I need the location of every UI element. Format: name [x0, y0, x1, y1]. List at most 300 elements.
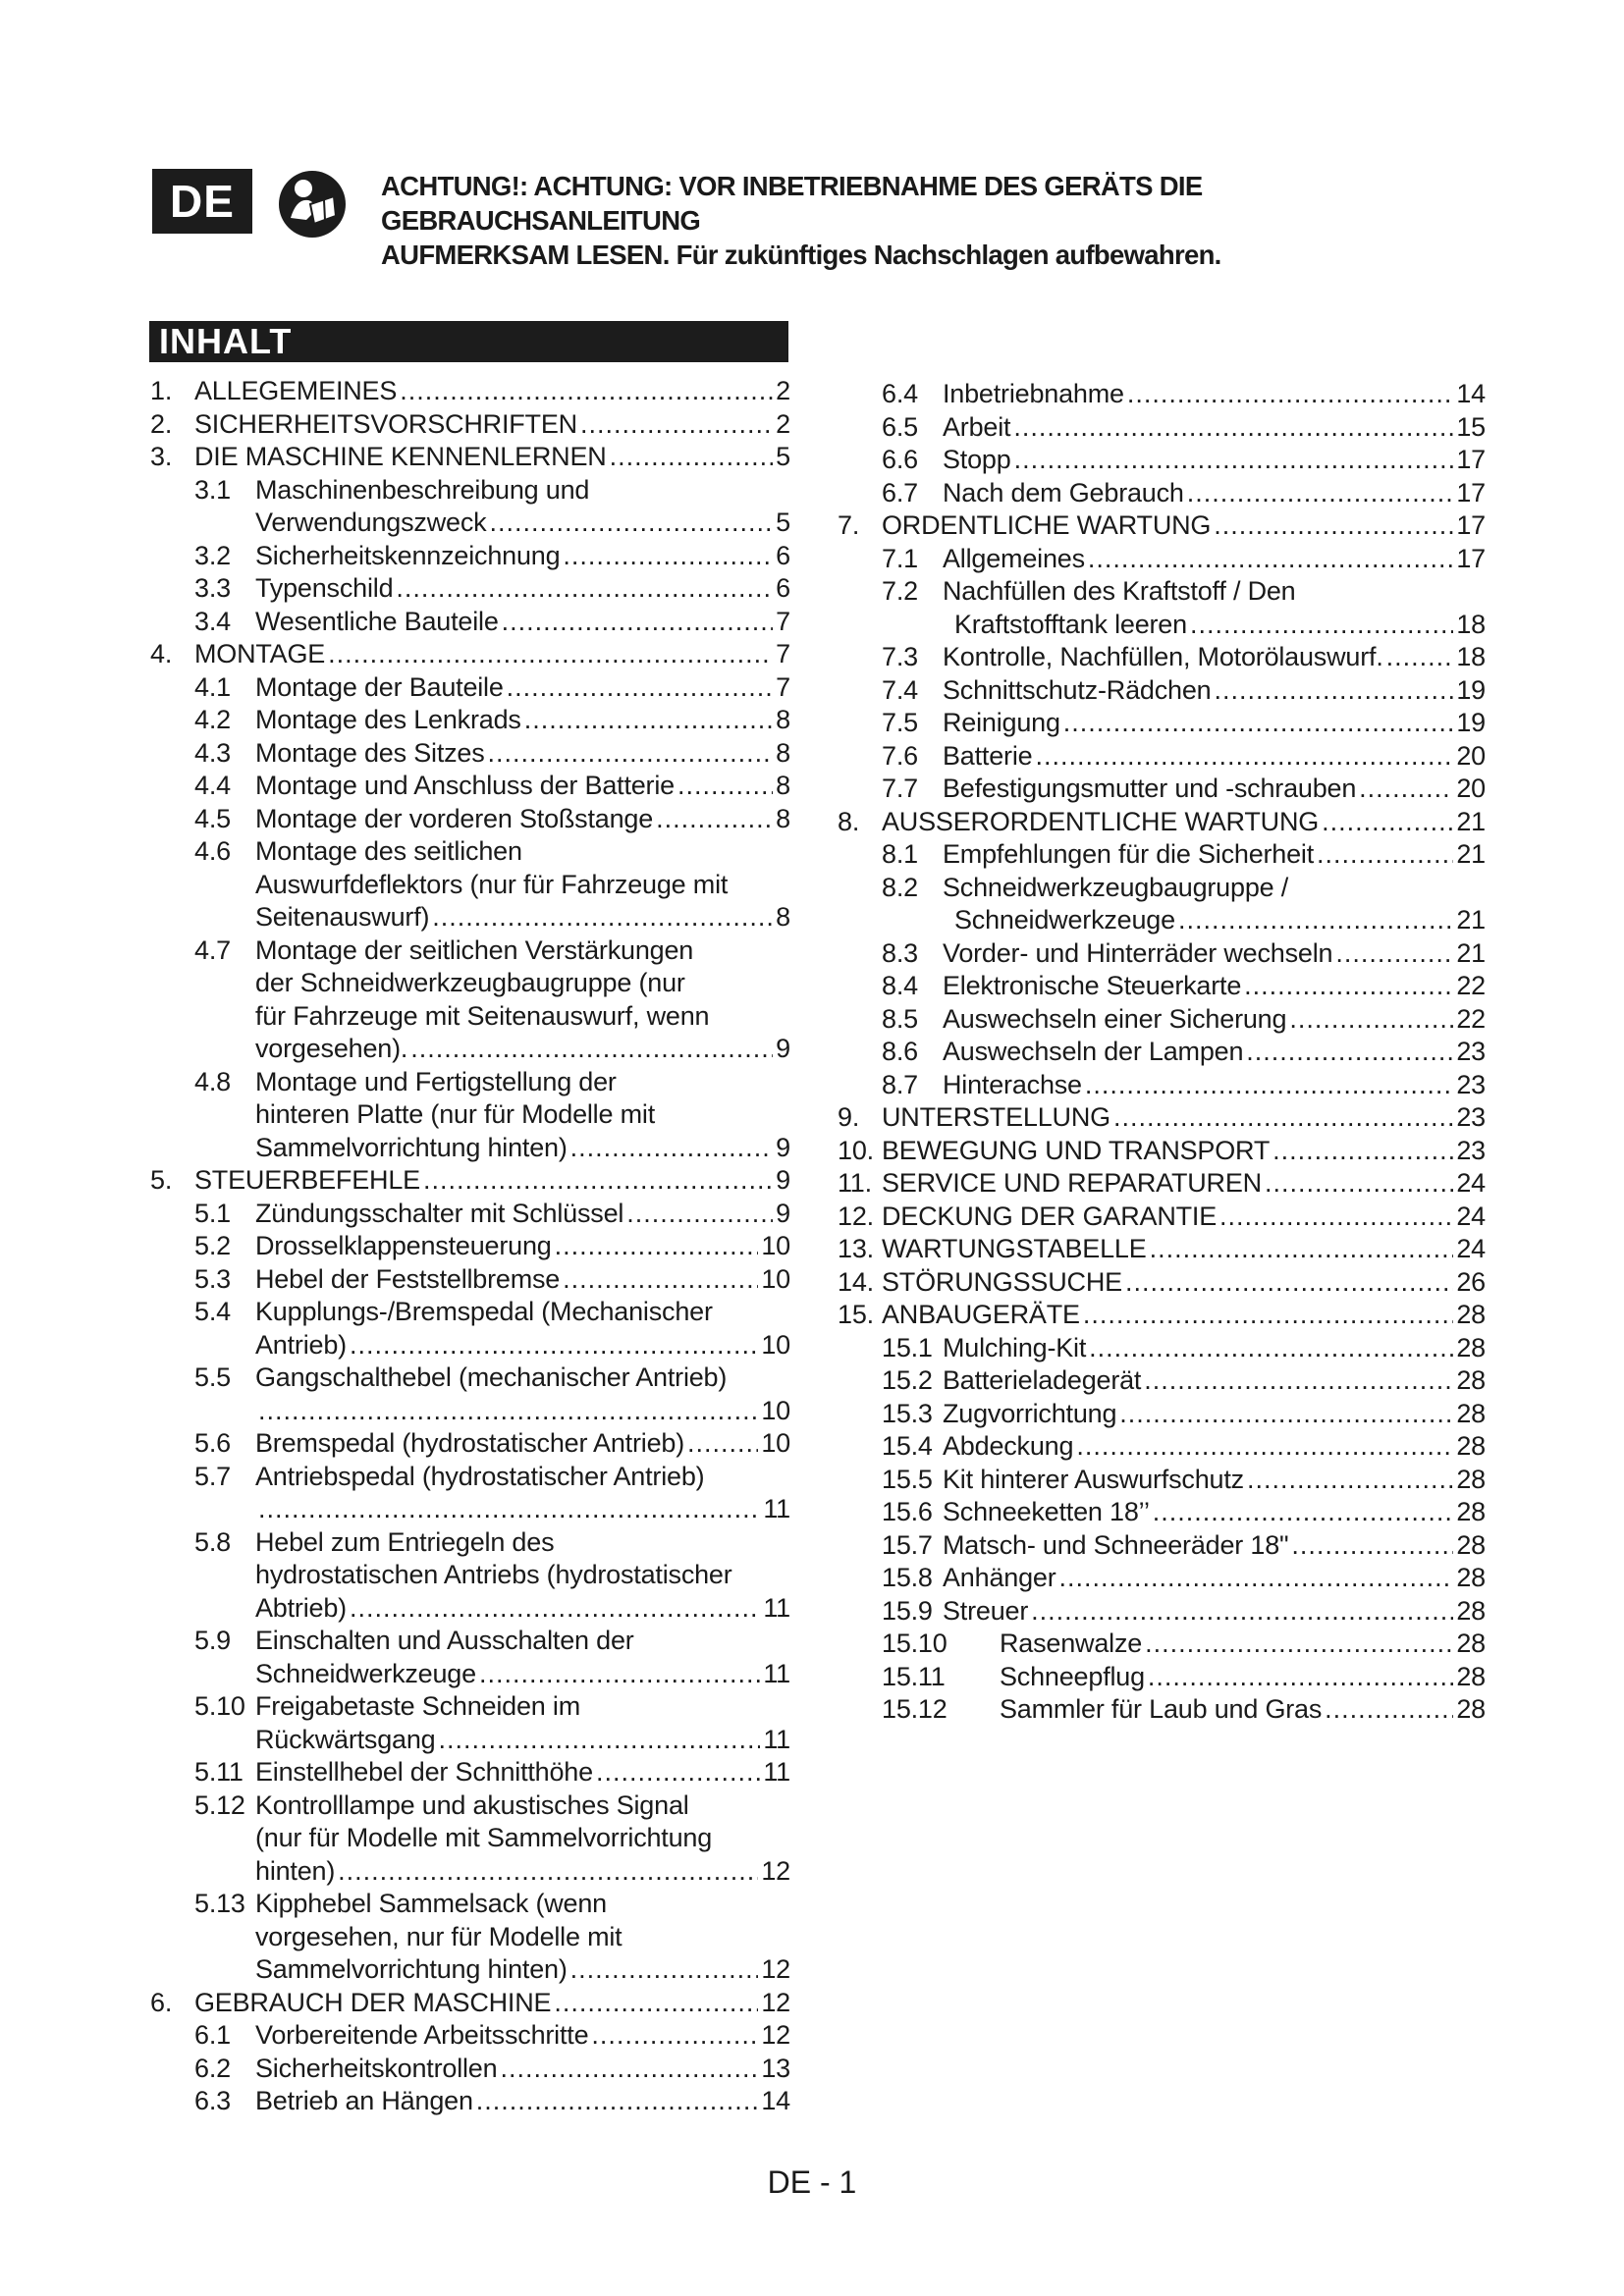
toc-entry-title: Schneidwerkzeugbaugruppe / — [943, 872, 1289, 902]
toc-entry-page: 20 — [1456, 740, 1486, 771]
toc-entry-number: 4.2 — [194, 705, 231, 734]
toc-entry — [838, 872, 1486, 905]
toc-dot-leader — [1214, 674, 1453, 708]
toc-dot-leader — [1244, 970, 1453, 1003]
toc-dot-leader — [1190, 609, 1453, 642]
toc-entry-page: 24 — [1456, 1168, 1486, 1198]
toc-entry-page: 12 — [761, 1954, 790, 1984]
toc-dot-leader — [1265, 1167, 1453, 1201]
toc-entry-title: Hebel zum Entriegeln des — [255, 1526, 555, 1557]
toc-entry-page: 21 — [1456, 905, 1486, 934]
toc-entry — [150, 1526, 790, 1560]
toc-entry — [150, 2019, 790, 2053]
toc-entry — [838, 1496, 1486, 1529]
toc-entry — [838, 1595, 1486, 1629]
toc-entry — [150, 606, 790, 639]
toc-dot-leader — [1013, 411, 1453, 445]
toc-entry-title: Einschalten und Ausschalten der — [255, 1626, 634, 1655]
toc-entry-page: 10 — [761, 1263, 790, 1294]
toc-dot-leader — [489, 507, 773, 540]
toc-entry-title: Verwendungszweck — [255, 507, 487, 537]
toc-entry — [150, 1756, 790, 1789]
toc-entry-page: 10 — [761, 1395, 790, 1425]
toc-entry-page: 6 — [776, 540, 790, 570]
toc-entry-title: Typenschild — [255, 573, 394, 603]
toc-entry-title: Streuer — [943, 1595, 1029, 1626]
toc-entry — [150, 1066, 790, 1099]
toc-entry-number: 15.10 — [882, 1629, 947, 1658]
toc-entry-number: 15. — [838, 1300, 874, 1329]
toc-entry-number: 5.3 — [194, 1263, 231, 1294]
toc-entry-page: 13 — [761, 2053, 790, 2083]
toc-entry — [838, 674, 1486, 708]
toc-entry-page: 22 — [1456, 971, 1486, 1000]
toc-entry-title: Auswurfdeflektors (nur für Fahrzeuge mit — [255, 869, 729, 899]
toc-dot-leader — [1153, 1496, 1454, 1529]
toc-entry — [838, 1562, 1486, 1595]
toc-dot-leader — [580, 408, 773, 442]
toc-entry-number: 7. — [838, 510, 860, 540]
toc-dot-leader — [258, 1493, 760, 1526]
toc-entry-page: 28 — [1456, 1300, 1486, 1329]
toc-entry-title: Wesentliche Bauteile — [255, 606, 499, 636]
toc-entry-page: 28 — [1456, 1464, 1486, 1494]
toc-entry-title: Sicherheitskontrollen — [255, 2053, 498, 2083]
toc-entry-number: 15.12 — [882, 1694, 947, 1724]
toc-entry-title: Elektronische Steuerkarte — [943, 971, 1242, 1000]
toc-dot-leader — [1083, 1299, 1454, 1332]
toc-entry-title: Montage des Sitzes — [255, 737, 485, 768]
toc-entry — [838, 1036, 1486, 1069]
toc-dot-leader — [1014, 444, 1454, 477]
toc-dot-leader — [1272, 1135, 1453, 1168]
toc-entry-title: Schneidwerkzeuge — [255, 1658, 476, 1688]
toc-entry-title: Kupplungs-/Bremspedal (Mechanischer — [255, 1297, 713, 1326]
toc-dot-leader — [1219, 1201, 1453, 1234]
toc-entry-title: Rasenwalze — [1000, 1629, 1143, 1658]
toc-entry — [838, 1693, 1486, 1727]
toc-entry-title: MONTAGE — [194, 639, 326, 668]
toc-entry — [150, 1198, 790, 1231]
toc-entry-number: 3. — [150, 442, 173, 471]
toc-entry — [150, 1164, 790, 1198]
toc-dot-leader — [1289, 1003, 1453, 1037]
toc-entry-number: 3.1 — [194, 474, 231, 505]
toc-entry-title: Nachfüllen des Kraftstoff / Den — [943, 576, 1296, 606]
toc-entry-title: DECKUNG DER GARANTIE — [882, 1201, 1218, 1231]
toc-entry-title: ALLEGEMEINES — [194, 376, 398, 405]
toc-entry-title: Vorder- und Hinterräder wechseln — [943, 937, 1333, 968]
toc-dot-leader — [1059, 1562, 1454, 1595]
toc-entry-page: 20 — [1456, 774, 1486, 803]
toc-entry-page: 11 — [763, 1494, 790, 1523]
toc-entry — [838, 1233, 1486, 1266]
toc-entry-title: WARTUNGSTABELLE — [882, 1234, 1147, 1263]
toc-entry-number: 15.7 — [882, 1529, 933, 1560]
toc-entry-title: Hinterachse — [943, 1069, 1082, 1099]
toc-entry — [150, 1263, 790, 1297]
toc-dot-leader — [1291, 1529, 1453, 1563]
toc-dot-leader — [1089, 1332, 1453, 1365]
toc-entry-title: Montage und Fertigstellung der — [255, 1066, 617, 1096]
toc-entry-number: 15.9 — [882, 1595, 933, 1626]
toc-entry-continuation — [150, 1953, 790, 1987]
toc-entry-continuation — [150, 1855, 790, 1889]
toc-entry-title: Montage der Bauteile — [255, 671, 504, 702]
toc-entry-number: 9. — [838, 1102, 860, 1132]
toc-entry-number: 15.1 — [882, 1332, 933, 1362]
toc-dot-leader — [1322, 806, 1453, 839]
toc-entry-title: Mulching-Kit — [943, 1332, 1087, 1362]
toc-entry — [150, 638, 790, 671]
toc-entry — [838, 378, 1486, 411]
toc-dot-leader — [479, 1658, 760, 1691]
toc-entry-number: 6.5 — [882, 411, 918, 442]
toc-entry-page: 12 — [761, 2020, 790, 2050]
toc-entry-page: 14 — [761, 2086, 790, 2115]
toc-entry-title: Auswechseln einer Sicherung — [943, 1003, 1287, 1034]
toc-entry-number: 15.2 — [882, 1365, 933, 1395]
toc-entry-continuation — [150, 1395, 790, 1428]
toc-dot-leader — [350, 1592, 760, 1626]
toc-entry-page: 28 — [1456, 1529, 1486, 1560]
toc-entry-number: 7.4 — [882, 674, 918, 705]
toc-entry-number: 6.3 — [194, 2086, 231, 2115]
toc-entry-page: 23 — [1456, 1135, 1486, 1165]
toc-entry-number: 3.2 — [194, 540, 231, 570]
toc-entry-number: 5.1 — [194, 1198, 231, 1228]
toc-entry-title: Stopp — [943, 445, 1011, 474]
toc-dot-leader — [1247, 1464, 1453, 1497]
warning-notice — [381, 169, 1520, 272]
page-number: DE - 1 — [767, 2164, 857, 2200]
toc-entry-page: 10 — [761, 1231, 790, 1260]
toc-dot-leader — [1127, 378, 1454, 411]
toc-entry-title: Kontrolllampe und akustisches Signal — [255, 1789, 689, 1820]
toc-entry-number: 14. — [838, 1266, 874, 1297]
toc-entry-title: Antriebspedal (hydrostatischer Antrieb) — [255, 1461, 705, 1491]
toc-entry-title: Allgemeines — [943, 543, 1085, 573]
toc-entry — [150, 770, 790, 803]
toc-entry-number: 5.10 — [194, 1691, 245, 1721]
toc-entry-number: 7.2 — [882, 576, 918, 606]
toc-entry-continuation — [150, 507, 790, 540]
toc-dot-leader — [338, 1855, 758, 1889]
toc-entry-page: 14 — [1456, 379, 1486, 408]
toc-entry-number: 7.3 — [882, 642, 918, 671]
toc-dot-leader — [1119, 1398, 1453, 1431]
toc-entry-page: 7 — [776, 606, 790, 636]
toc-entry-page: 9 — [776, 1165, 790, 1195]
toc-entry-number: 8.6 — [882, 1037, 918, 1066]
toc-entry-number: 12. — [838, 1201, 874, 1231]
toc-entry-page: 28 — [1456, 1365, 1486, 1395]
toc-entry — [150, 835, 790, 869]
toc-heading: INHALT — [149, 321, 788, 362]
toc-entry-page: 21 — [1456, 806, 1486, 836]
toc-dot-leader — [610, 441, 774, 474]
toc-dot-leader — [1148, 1661, 1453, 1694]
toc-entry-continuation — [150, 1921, 790, 1954]
toc-entry-number: 5.9 — [194, 1626, 231, 1655]
toc-dot-leader — [1088, 543, 1453, 576]
toc-entry-page: 28 — [1456, 1563, 1486, 1592]
toc-dot-leader — [488, 737, 774, 771]
toc-entry-title: Kraftstofftank leeren — [954, 609, 1187, 639]
toc-entry-number: 8.5 — [882, 1003, 918, 1034]
toc-entry-page: 28 — [1456, 1398, 1486, 1428]
toc-entry-title: Nach dem Gebrauch — [943, 477, 1184, 507]
toc-entry-continuation — [150, 1822, 790, 1855]
toc-entry-title: ORDENTLICHE WARTUNG — [882, 510, 1212, 540]
toc-entry — [838, 740, 1486, 774]
toc-dot-leader — [1125, 1266, 1453, 1300]
toc-dot-leader — [1246, 1036, 1453, 1069]
toc-entry-continuation — [150, 1592, 790, 1626]
toc-entry-page: 8 — [776, 771, 790, 800]
toc-entry — [838, 1266, 1486, 1300]
toc-entry-continuation — [150, 1098, 790, 1132]
toc-entry-page: 17 — [1456, 445, 1486, 474]
toc-dot-leader — [563, 540, 773, 573]
toc-dot-leader — [396, 572, 773, 606]
toc-dot-leader — [1317, 838, 1453, 872]
toc-dot-leader — [507, 671, 774, 705]
toc-entry-title: Freigabetaste Schneiden im — [255, 1691, 580, 1721]
toc-dot-leader — [1076, 1430, 1453, 1464]
toc-dot-leader — [1145, 1628, 1453, 1661]
toc-entry — [150, 1987, 790, 2020]
toc-entry-title: DIE MASCHINE KENNENLERNEN — [194, 442, 607, 471]
toc-right-column — [838, 378, 1486, 1727]
toc-entry-page: 2 — [776, 376, 790, 405]
toc-entry — [838, 1464, 1486, 1497]
toc-dot-leader — [328, 638, 773, 671]
toc-entry — [838, 509, 1486, 543]
toc-entry-page: 10 — [761, 1329, 790, 1360]
toc-dot-leader — [432, 901, 773, 934]
toc-entry-title: Matsch- und Schneeräder 18" — [943, 1529, 1289, 1560]
toc-entry-number: 5.8 — [194, 1526, 231, 1557]
toc-entry-title: hydrostatischen Antriebs (hydrostatischer — [255, 1560, 732, 1589]
toc-entry-title: Seitenauswurf) — [255, 902, 430, 932]
toc-entry-number: 13. — [838, 1234, 874, 1263]
toc-dot-leader — [1359, 773, 1453, 806]
toc-entry-page: 8 — [776, 902, 790, 932]
toc-entry — [150, 1296, 790, 1329]
toc-entry-number: 4. — [150, 639, 173, 668]
toc-entry-page: 28 — [1456, 1629, 1486, 1658]
toc-entry-page: 11 — [763, 1757, 790, 1787]
toc-dot-leader — [1063, 707, 1454, 740]
toc-entry-number: 15.6 — [882, 1497, 933, 1526]
toc-entry-number: 6.6 — [882, 445, 918, 474]
toc-entry-continuation — [838, 609, 1486, 642]
toc-entry-title: Vorbereitende Arbeitsschritte — [255, 2020, 589, 2050]
toc-entry-number: 3.3 — [194, 573, 231, 603]
toc-dot-leader — [1178, 904, 1453, 937]
toc-entry-page: 9 — [776, 1034, 790, 1063]
toc-entry-title: Auswechseln der Lampen — [943, 1037, 1244, 1066]
toc-entry-number: 6.2 — [194, 2053, 231, 2083]
toc-entry-title: ANBAUGERÄTE — [882, 1300, 1080, 1329]
toc-entry-title: Batterieladegerät — [943, 1365, 1142, 1395]
toc-entry-title: Kipphebel Sammelsack (wenn — [255, 1889, 607, 1918]
warning-line-1: ACHTUNG!: ACHTUNG: VOR INBETRIEBNAHME DES GERÄTS DIE GEBRAUCHSANLEITUNG — [381, 171, 1203, 236]
toc-entry — [838, 1299, 1486, 1332]
toc-dot-leader — [410, 1033, 773, 1066]
toc-entry-number: 15.8 — [882, 1563, 933, 1592]
toc-entry-continuation — [150, 1033, 790, 1066]
toc-entry-title: Schneeketten 18’’ — [943, 1497, 1150, 1526]
toc-entry-page: 12 — [761, 1987, 790, 2017]
toc-entry-title: Bremspedal (hydrostatischer Antrieb) — [255, 1428, 684, 1458]
toc-entry-title: (nur für Modelle mit Sammelvorrichtung — [255, 1823, 713, 1852]
toc-entry-number: 8.3 — [882, 937, 918, 968]
toc-entry-number: 4.5 — [194, 803, 231, 833]
toc-entry — [838, 444, 1486, 477]
toc-entry-number: 15.5 — [882, 1464, 933, 1494]
toc-entry-number: 8.4 — [882, 971, 918, 1000]
toc-entry-title: Befestigungsmutter und -schrauben — [943, 774, 1357, 803]
toc-entry — [838, 543, 1486, 576]
toc-entry — [838, 1167, 1486, 1201]
toc-entry-page: 5 — [776, 442, 790, 471]
toc-dot-leader — [687, 1427, 758, 1461]
toc-entry-page: 12 — [761, 1855, 790, 1886]
toc-entry — [150, 2085, 790, 2118]
toc-entry-title: Rückwärtsgang — [255, 1724, 436, 1754]
toc-entry-page: 28 — [1456, 1661, 1486, 1691]
toc-entry-continuation — [150, 1724, 790, 1757]
toc-entry-page: 21 — [1456, 937, 1486, 968]
toc-entry — [838, 575, 1486, 609]
toc-entry-continuation — [150, 1559, 790, 1592]
manual-reading-icon — [277, 169, 348, 240]
page-header — [152, 169, 1527, 270]
toc-dot-leader — [350, 1329, 758, 1362]
toc-entry-title: vorgesehen, nur für Modelle mit — [255, 1921, 623, 1951]
toc-entry — [838, 1661, 1486, 1694]
toc-entry-number: 1. — [150, 376, 173, 405]
toc-dot-leader — [1214, 509, 1453, 543]
toc-entry — [150, 934, 790, 968]
toc-dot-leader — [524, 704, 773, 737]
toc-entry-title: Sammler für Laub und Gras — [1000, 1694, 1323, 1724]
toc-entry-title: Montage des Lenkrads — [255, 705, 521, 734]
toc-entry-number: 5.6 — [194, 1428, 231, 1458]
toc-entry-title: STÖRUNGSSUCHE — [882, 1266, 1122, 1297]
toc-entry-title: SICHERHEITSVORSCHRIFTEN — [194, 408, 577, 439]
toc-dot-leader — [258, 1395, 758, 1428]
toc-entry-title: Sammelvorrichtung hinten) — [255, 1954, 568, 1984]
toc-dot-leader — [570, 1132, 774, 1165]
toc-entry-page: 7 — [776, 671, 790, 702]
toc-entry-title: UNTERSTELLUNG — [882, 1102, 1110, 1132]
language-badge: DE — [152, 169, 252, 234]
toc-entry-title: Abtrieb) — [255, 1592, 347, 1623]
toc-entry-number: 4.3 — [194, 737, 231, 768]
toc-entry-number: 5.2 — [194, 1231, 231, 1260]
toc-entry-number: 15.4 — [882, 1431, 933, 1461]
toc-entry — [150, 1461, 790, 1494]
toc-entry — [150, 1625, 790, 1658]
toc-entry-number: 5.4 — [194, 1297, 231, 1326]
toc-entry-number: 4.8 — [194, 1066, 231, 1096]
toc-entry-number: 8.1 — [882, 839, 918, 869]
toc-entry-title: Antrieb) — [255, 1329, 347, 1360]
toc-entry-title: BEWEGUNG UND TRANSPORT — [882, 1135, 1271, 1165]
toc-entry — [838, 806, 1486, 839]
toc-entry — [150, 1789, 790, 1823]
toc-dot-leader — [1335, 937, 1453, 971]
toc-entry-page: 28 — [1456, 1694, 1486, 1724]
toc-entry — [150, 737, 790, 771]
toc-entry-title: Montage des seitlichen — [255, 836, 522, 866]
toc-entry-page: 23 — [1456, 1069, 1486, 1099]
toc-entry-page: 8 — [776, 705, 790, 734]
toc-entry-page: 28 — [1456, 1431, 1486, 1461]
toc-entry — [150, 408, 790, 442]
toc-dot-leader — [626, 1198, 773, 1231]
toc-entry — [838, 1364, 1486, 1398]
toc-dot-leader — [554, 1987, 758, 2020]
toc-dot-leader — [677, 770, 773, 803]
toc-entry — [150, 671, 790, 705]
toc-entry-title: Reinigung — [943, 708, 1060, 737]
toc-dot-leader — [400, 375, 773, 408]
toc-dot-leader — [656, 803, 773, 836]
toc-dot-leader — [1035, 740, 1453, 774]
toc-entry-page: 7 — [776, 639, 790, 668]
toc-entry — [838, 970, 1486, 1003]
toc-entry — [150, 1362, 790, 1395]
toc-entry-title: Schnittschutz-Rädchen — [943, 674, 1212, 705]
toc-entry-title: Hebel der Feststellbremse — [255, 1263, 561, 1294]
toc-entry — [838, 1430, 1486, 1464]
toc-entry-page: 17 — [1456, 510, 1486, 540]
toc-entry — [838, 477, 1486, 510]
toc-entry-page: 17 — [1456, 477, 1486, 507]
toc-entry — [150, 1230, 790, 1263]
toc-entry-continuation — [150, 1658, 790, 1691]
toc-entry-title: Zündungsschalter mit Schlüssel — [255, 1198, 624, 1228]
toc-entry-number: 6. — [150, 1987, 173, 2017]
toc-entry-title: Zugvorrichtung — [943, 1398, 1117, 1428]
toc-entry-title: hinten) — [255, 1855, 336, 1886]
toc-entry — [838, 1069, 1486, 1102]
toc-entry-continuation — [150, 1493, 790, 1526]
toc-entry-title: der Schneidwerkzeugbaugruppe (nur — [255, 968, 685, 997]
toc-entry-title: Kit hinterer Auswurfschutz — [943, 1464, 1244, 1494]
toc-dot-leader — [1031, 1595, 1453, 1629]
toc-entry — [838, 1398, 1486, 1431]
toc-entry — [838, 773, 1486, 806]
toc-entry-number: 6.7 — [882, 477, 918, 507]
toc-entry-title: Gangschalthebel (mechanischer Antrieb) — [255, 1362, 728, 1392]
toc-dot-leader — [500, 2053, 758, 2086]
toc-entry-number: 7.1 — [882, 543, 918, 573]
toc-entry-page: 18 — [1456, 609, 1486, 639]
toc-entry-page: 9 — [776, 1132, 790, 1162]
toc-entry-title: Montage und Anschluss der Batterie — [255, 771, 675, 800]
toc-entry-number: 2. — [150, 408, 173, 439]
toc-entry-title: Montage der vorderen Stoßstange — [255, 803, 654, 833]
toc-dot-leader — [476, 2085, 759, 2118]
toc-entry-page: 18 — [1456, 642, 1486, 671]
toc-entry-title: Schneepflug — [1000, 1661, 1145, 1691]
toc-entry — [150, 1888, 790, 1921]
